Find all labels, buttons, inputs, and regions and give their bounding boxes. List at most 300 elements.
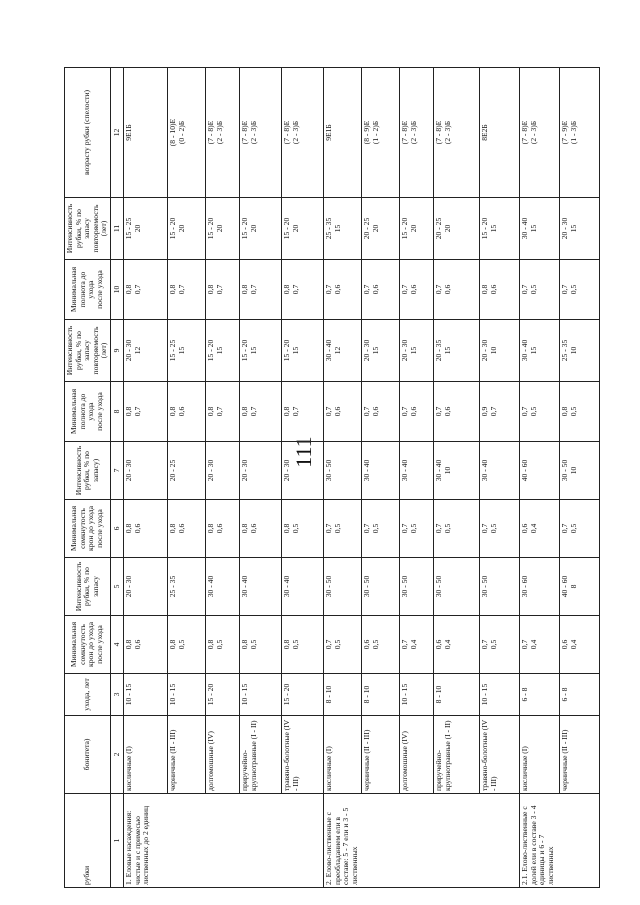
stocking-density-cell [519,382,559,442]
cutting-intensity-value: 30 - 50 [361,575,371,598]
header-h2: бонитета) [65,716,111,794]
header-h10-main: Минимальная полнота до ухода [69,266,96,313]
target-composition-cell-line: (7 - 8)Е [433,120,443,145]
header-h8-sub: после ухода [95,392,105,431]
cutting-intensity-cell [433,558,479,616]
canopy-density-cell-line: 0,7 [399,639,409,650]
stocking-density-cell-line: 0,6 [370,284,380,295]
cutting-intensity-value: 40 - 60 [519,459,529,482]
stocking-density-cell-line: 0,8 [167,406,177,417]
header-h5: Интенсивность рубки, % по запасу [65,558,111,616]
stocking-density-cell-line: 0,8 [479,284,489,295]
target-composition-cell-line: (1 - 2)Б [370,120,380,145]
canopy-density-cell-line: 0,5 [488,523,498,534]
canopy-density-cell [281,500,323,558]
rotated-table-sheet [64,68,576,888]
canopy-density-cell [239,616,281,674]
intensity-repeat-cell [281,320,323,382]
canopy-density-cell-line: 0,6 [132,639,142,650]
canopy-density-cell-line: 0,5 [408,523,418,534]
cutting-intensity-value: 20 - 25 [167,459,177,482]
column-number: 10 [110,260,123,320]
care-age-cell: 10 - 15 [123,674,167,716]
intensity-repeat-cell [323,320,361,382]
canopy-density-cell [323,616,361,674]
column-number: 8 [110,382,123,442]
canopy-density-cell [559,500,599,558]
stocking-density-cell-line: 0,8 [123,406,133,417]
intensity-repeat-cell-line: 20 - 25 [433,217,443,240]
stocking-density-cell [123,260,167,320]
header-h9-main: Интенсивность рубки, % по запасу [65,325,92,376]
canopy-density-cell-line: 0,6 [433,639,443,650]
header-h11 [65,198,111,260]
page-number: 111 [291,436,316,468]
intensity-repeat-cell [167,198,205,260]
intensity-repeat-cell-line: 10 [568,346,578,355]
canopy-density-cell [123,500,167,558]
stocking-density-cell [479,382,519,442]
stocking-density-cell-line: 0,7 [488,406,498,417]
cutting-intensity-cell [361,558,399,616]
intensity-repeat-cell-line: 20 - 35 [433,339,443,362]
stocking-density-cell-line: 0,8 [239,406,249,417]
table-row [239,68,281,888]
table-row [361,68,399,888]
cutting-intensity-value: 25 - 35 [167,575,177,598]
stocking-density-cell-line: 0,8 [281,284,291,295]
target-composition-cell-line: (7 - 8)Е [519,120,529,145]
intensity-repeat-cell [519,198,559,260]
header-h11-main: Интенсивность рубки, % по запасу [65,203,92,254]
target-composition-cell-line: (7 - 8)Е [399,120,409,145]
canopy-density-cell-line: 0,5 [290,639,300,650]
column-number: 3 [110,674,123,716]
header-h9-sub: повторяемость (лет) [90,326,109,375]
stocking-density-cell [239,382,281,442]
target-composition-cell [399,68,433,198]
stocking-density-cell [559,382,599,442]
intensity-repeat-cell-line: 15 - 25 [167,339,177,362]
target-composition-cell-line: (2 - 3)Б [528,120,538,145]
stocking-density-cell-line: 0,7 [214,284,224,295]
intensity-repeat-cell-line: 15 [442,346,452,355]
cutting-intensity-value: 30 - 40 [281,575,291,598]
cutting-intensity-value: 30 - 40 [239,575,249,598]
canopy-density-cell-line: 0,8 [123,639,133,650]
intensity-repeat-cell [123,320,167,382]
stocking-density-cell-line: 0,6 [408,284,418,295]
canopy-density-cell [399,616,433,674]
stocking-density-cell-line: 0,7 [132,406,142,417]
canopy-density-cell [479,500,519,558]
stocking-density-cell-line: 0,8 [559,406,569,417]
canopy-density-cell [361,500,399,558]
stocking-density-cell-line: 0,7 [433,406,443,417]
care-age-cell: 8 - 10 [323,674,361,716]
target-composition-cell-line: (7 - 8)Е [205,120,215,145]
header-h1: рубки [65,794,111,888]
intensity-repeat-cell [433,320,479,382]
intensity-repeat-cell-line: 30 - 40 [519,339,529,362]
canopy-density-cell-line: 0,5 [214,639,224,650]
intensity-repeat-cell-line: 20 - 30 [399,339,409,362]
canopy-density-cell-line: 0,7 [323,523,333,534]
canopy-density-cell-line: 0,5 [488,639,498,650]
stocking-density-cell-line: 0,5 [568,406,578,417]
canopy-density-cell-line: 0,8 [167,523,177,534]
intensity-repeat-cell [399,198,433,260]
target-composition-cell-line: (8 - 10)Е [167,118,177,147]
target-composition-cell-line: (7 - 8)Е [239,120,249,145]
header-h11-sub: повторяемость (лет) [90,204,109,253]
stocking-density-cell-line: 0,7 [323,284,333,295]
intensity-repeat-cell [559,320,599,382]
care-age-cell: 10 - 15 [479,674,519,716]
canopy-density-cell [433,616,479,674]
intensity-repeat-cell-line: 20 [290,224,300,233]
canopy-density-cell-line: 0,8 [281,523,291,534]
intensity-repeat-cell-line: 20 - 30 [559,217,569,240]
intensity-repeat-cell-line: 20 [176,224,186,233]
forest-type-cell: травяно-болотные (IV - III) [479,716,519,794]
care-age-cell: 15 - 20 [205,674,239,716]
intensity-repeat-cell [559,198,599,260]
intensity-repeat-cell-line: 15 [568,224,578,233]
column-number: 6 [110,500,123,558]
stocking-density-cell [323,382,361,442]
target-composition-cell [519,68,559,198]
cutting-repeat-value: 10 [442,466,452,475]
cutting-intensity-cell [519,558,559,616]
intensity-repeat-cell-line: 20 - 30 [361,339,371,362]
cutting-intensity-cell [479,558,519,616]
cutting-intensity-cell [433,442,479,500]
canopy-density-cell [205,500,239,558]
cutting-intensity-cell [361,442,399,500]
cutting-intensity-cell [323,442,361,500]
stocking-density-cell-line: 0,6 [488,284,498,295]
intensity-repeat-cell-line: 20 [408,224,418,233]
canopy-density-cell-line: 0,6 [214,523,224,534]
header-h7: Интенсивность рубки, % по запасу) [65,442,111,500]
header-h4-sub: после ухода [95,625,105,664]
forest-type-cell: кисличные (I) [323,716,361,794]
forest-type-cell: кисличные (I) [519,716,559,794]
intensity-repeat-cell [281,198,323,260]
table-body [123,68,599,888]
canopy-density-cell-line: 0,7 [399,523,409,534]
header-h3: ухода, лет [65,674,111,716]
intensity-repeat-cell-line: 20 - 30 [123,339,133,362]
stocking-density-cell-line: 0,8 [167,284,177,295]
target-composition-cell [205,68,239,198]
stocking-density-cell-line: 0,7 [176,284,186,295]
stocking-density-cell-line: 0,8 [281,406,291,417]
canopy-density-cell-line: 0,5 [568,523,578,534]
target-composition-cell-line: (2 - 3)Б [248,120,258,145]
target-composition-cell-line: (2 - 3)Б [408,120,418,145]
intensity-repeat-cell-line: 20 [214,224,224,233]
stocking-density-cell [433,260,479,320]
header-row [65,68,111,888]
intensity-repeat-cell-line: 15 [214,346,224,355]
stocking-density-cell-line: 0,6 [332,406,342,417]
care-age-cell: 6 - 8 [519,674,559,716]
cutting-intensity-value: 30 - 50 [323,575,333,598]
intensity-repeat-cell-line: 15 [370,346,380,355]
forest-type-cell: долгомошные (IV) [399,716,433,794]
cutting-intensity-value: 20 - 30 [281,459,291,482]
target-composition-cell [479,68,519,198]
canopy-density-cell-line: 0,5 [332,639,342,650]
canopy-density-cell-line: 0,4 [568,639,578,650]
header-h6-sub: после ухода [95,509,105,548]
intensity-repeat-cell [361,198,399,260]
canopy-density-cell-line: 0,6 [248,523,258,534]
target-composition-cell [559,68,599,198]
canopy-density-cell [399,500,433,558]
stocking-density-cell-line: 0,6 [332,284,342,295]
intensity-repeat-cell-line: 20 [442,224,452,233]
intensity-repeat-cell-line: 15 [176,346,186,355]
cutting-intensity-value: 20 - 30 [205,459,215,482]
canopy-density-cell-line: 0,4 [528,639,538,650]
target-composition-cell-line: (2 - 3)Б [290,120,300,145]
intensity-repeat-cell [239,198,281,260]
intensity-repeat-cell [399,320,433,382]
column-number: 2 [110,716,123,794]
canopy-density-cell-line: 0,7 [519,639,529,650]
canopy-density-cell [519,616,559,674]
stocking-density-cell-line: 0,6 [442,284,452,295]
canopy-density-cell [167,616,205,674]
intensity-repeat-cell-line: 15 [528,346,538,355]
stocking-density-cell-line: 0,8 [205,406,215,417]
cutting-intensity-value: 30 - 40 [433,459,443,482]
column-number-row [110,68,123,888]
stocking-density-cell-line: 0,7 [399,406,409,417]
stocking-density-cell-line: 0,9 [479,406,489,417]
intensity-repeat-cell-line: 15 [248,346,258,355]
canopy-density-cell [559,616,599,674]
intensity-repeat-cell-line: 15 - 20 [479,217,489,240]
cutting-repeat-value: 10 [568,466,578,475]
cutting-intensity-cell [167,558,205,616]
forest-type-cell: черничные (II - III) [167,716,205,794]
care-age-cell: 8 - 10 [361,674,399,716]
canopy-density-cell-line: 0,6 [176,523,186,534]
target-composition-cell-line: 8Е2Б [479,124,489,141]
target-composition-cell [323,68,361,198]
stocking-density-cell [399,382,433,442]
canopy-density-cell [361,616,399,674]
target-composition-cell [433,68,479,198]
canopy-density-cell-line: 0,8 [123,523,133,534]
target-composition-cell-line: (2 - 3)Б [442,120,452,145]
stocking-density-cell [167,382,205,442]
table-row [399,68,433,888]
stocking-density-cell-line: 0,6 [370,406,380,417]
cutting-intensity-cell [479,442,519,500]
stocking-density-cell [281,382,323,442]
intensity-repeat-cell-line: 15 - 20 [205,217,215,240]
target-composition-cell-line: 9Е1Б [323,124,333,141]
stocking-density-cell [433,382,479,442]
table-row [205,68,239,888]
stocking-density-cell-line: 0,7 [361,284,371,295]
care-age-cell: 10 - 15 [167,674,205,716]
canopy-density-cell-line: 0,6 [559,639,569,650]
cutting-intensity-value: 30 - 50 [479,575,489,598]
cutting-intensity-value: 30 - 50 [399,575,409,598]
stocking-density-cell-line: 0,6 [442,406,452,417]
stocking-density-cell-line: 0,6 [176,406,186,417]
target-composition-cell [281,68,323,198]
cutting-intensity-cell [123,558,167,616]
header-h4-main: Минимальная сомкнутость крон до ухода [69,621,96,668]
stocking-density-cell [361,382,399,442]
stocking-density-cell [323,260,361,320]
stocking-density-cell-line: 0,6 [408,406,418,417]
stocking-density-cell-line: 0,7 [399,284,409,295]
stocking-density-cell-line: 0,8 [123,284,133,295]
canopy-density-cell-line: 0,8 [239,639,249,650]
stocking-density-cell-line: 0,7 [433,284,443,295]
intensity-repeat-cell [519,320,559,382]
intensity-repeat-cell-line: 15 - 20 [239,217,249,240]
care-age-cell: 8 - 10 [433,674,479,716]
cutting-intensity-value: 30 - 40 [361,459,371,482]
canopy-density-cell-line: 0,7 [559,523,569,534]
cutting-intensity-cell [559,442,599,500]
cutting-intensity-value: 30 - 50 [433,575,443,598]
cutting-intensity-value: 20 - 30 [123,575,133,598]
intensity-repeat-cell-line: 25 - 35 [323,217,333,240]
target-composition-cell [123,68,167,198]
forest-type-cell: черничные (II - III) [361,716,399,794]
stocking-density-cell [559,260,599,320]
intensity-repeat-cell [167,320,205,382]
cutting-intensity-value: 30 - 50 [323,459,333,482]
forest-type-cell: кисличные (I) [123,716,167,794]
canopy-density-cell-line: 0,6 [519,523,529,534]
header-h6-main: Минимальная сомкнутость крон до ухода [69,505,96,552]
target-composition-cell-line: (8 - 9)Е [361,120,371,145]
canopy-density-cell-line: 0,8 [205,523,215,534]
canopy-density-cell-line: 0,6 [361,639,371,650]
stocking-density-cell [281,260,323,320]
cutting-intensity-cell [239,558,281,616]
cutting-intensity-cell [519,442,559,500]
canopy-density-cell [239,500,281,558]
intensity-repeat-cell [205,320,239,382]
logging-standards-table [64,67,600,888]
canopy-density-cell-line: 0,5 [248,639,258,650]
intensity-repeat-cell-line: 15 - 20 [281,339,291,362]
intensity-repeat-cell-line: 15 - 20 [239,339,249,362]
canopy-density-cell-line: 0,7 [479,639,489,650]
intensity-repeat-cell [123,198,167,260]
target-composition-cell-line: (7 - 8)Е [281,120,291,145]
target-composition-cell-line: (0 - 2)Б [176,120,186,145]
canopy-density-cell-line: 0,8 [281,639,291,650]
canopy-density-cell [479,616,519,674]
canopy-density-cell-line: 0,5 [370,523,380,534]
stocking-density-cell [205,260,239,320]
cutting-intensity-cell [559,558,599,616]
table-row [323,68,361,888]
cutting-intensity-value: 20 - 30 [123,459,133,482]
care-age-cell: 15 - 20 [281,674,323,716]
column-number: 1 [110,794,123,888]
column-number: 4 [110,616,123,674]
header-h12: возрасту рубки (спелости) [65,68,111,198]
canopy-density-cell-line: 0,8 [205,639,215,650]
intensity-repeat-cell [433,198,479,260]
header-h9 [65,320,111,382]
intensity-repeat-cell-line: 15 - 20 [281,217,291,240]
intensity-repeat-cell-line: 20 [248,224,258,233]
canopy-density-cell [433,500,479,558]
intensity-repeat-cell-line: 20 - 25 [361,217,371,240]
group-title: 2. Елово-лиственные с преобладанием ели в составе: 5 - 7 ели и 3 - 5 лиственных [323,794,519,888]
column-number: 7 [110,442,123,500]
stocking-density-cell-line: 0,7 [214,406,224,417]
stocking-density-cell-line: 0,7 [248,406,258,417]
canopy-density-cell [281,616,323,674]
canopy-density-cell [205,616,239,674]
group-title: 1. Еловые насаждения: чистые и с примесью лиственных до 2 единиц [123,794,323,888]
intensity-repeat-cell-line: 20 - 30 [479,339,489,362]
table-row [433,68,479,888]
intensity-repeat-cell-line: 12 [332,346,342,355]
canopy-density-cell-line: 0,5 [442,523,452,534]
stocking-density-cell [167,260,205,320]
canopy-density-cell-line: 0,6 [132,523,142,534]
group-title: 2.1. Елово-лиственные с долей ели в составе 3 - 4 единицы и 6 - 7 лиственных [519,794,599,888]
canopy-density-cell [167,500,205,558]
stocking-density-cell-line: 0,7 [132,284,142,295]
stocking-density-cell [399,260,433,320]
stocking-density-cell-line: 0,5 [568,284,578,295]
intensity-repeat-cell-line: 30 - 40 [323,339,333,362]
intensity-repeat-cell-line: 15 [488,224,498,233]
cutting-intensity-cell [399,558,433,616]
canopy-density-cell-line: 0,5 [290,523,300,534]
intensity-repeat-cell-line: 15 - 20 [205,339,215,362]
cutting-intensity-value: 30 - 60 [519,575,529,598]
canopy-density-cell-line: 0,5 [370,639,380,650]
intensity-repeat-cell-line: 25 - 35 [559,339,569,362]
canopy-density-cell-line: 0,4 [442,639,452,650]
stocking-density-cell-line: 0,5 [528,406,538,417]
cutting-intensity-value: 20 - 30 [239,459,249,482]
intensity-repeat-cell [479,198,519,260]
canopy-density-cell-line: 0,7 [323,639,333,650]
intensity-repeat-cell-line: 15 [528,224,538,233]
canopy-density-cell-line: 0,8 [167,639,177,650]
column-number: 9 [110,320,123,382]
cutting-intensity-cell [239,442,281,500]
cutting-intensity-value: 30 - 50 [559,459,569,482]
cutting-intensity-cell [281,442,323,500]
canopy-density-cell-line: 0,4 [408,639,418,650]
forest-type-cell: долгомошные (IV) [205,716,239,794]
stocking-density-cell-line: 0,7 [361,406,371,417]
column-number: 12 [110,68,123,198]
stocking-density-cell [479,260,519,320]
